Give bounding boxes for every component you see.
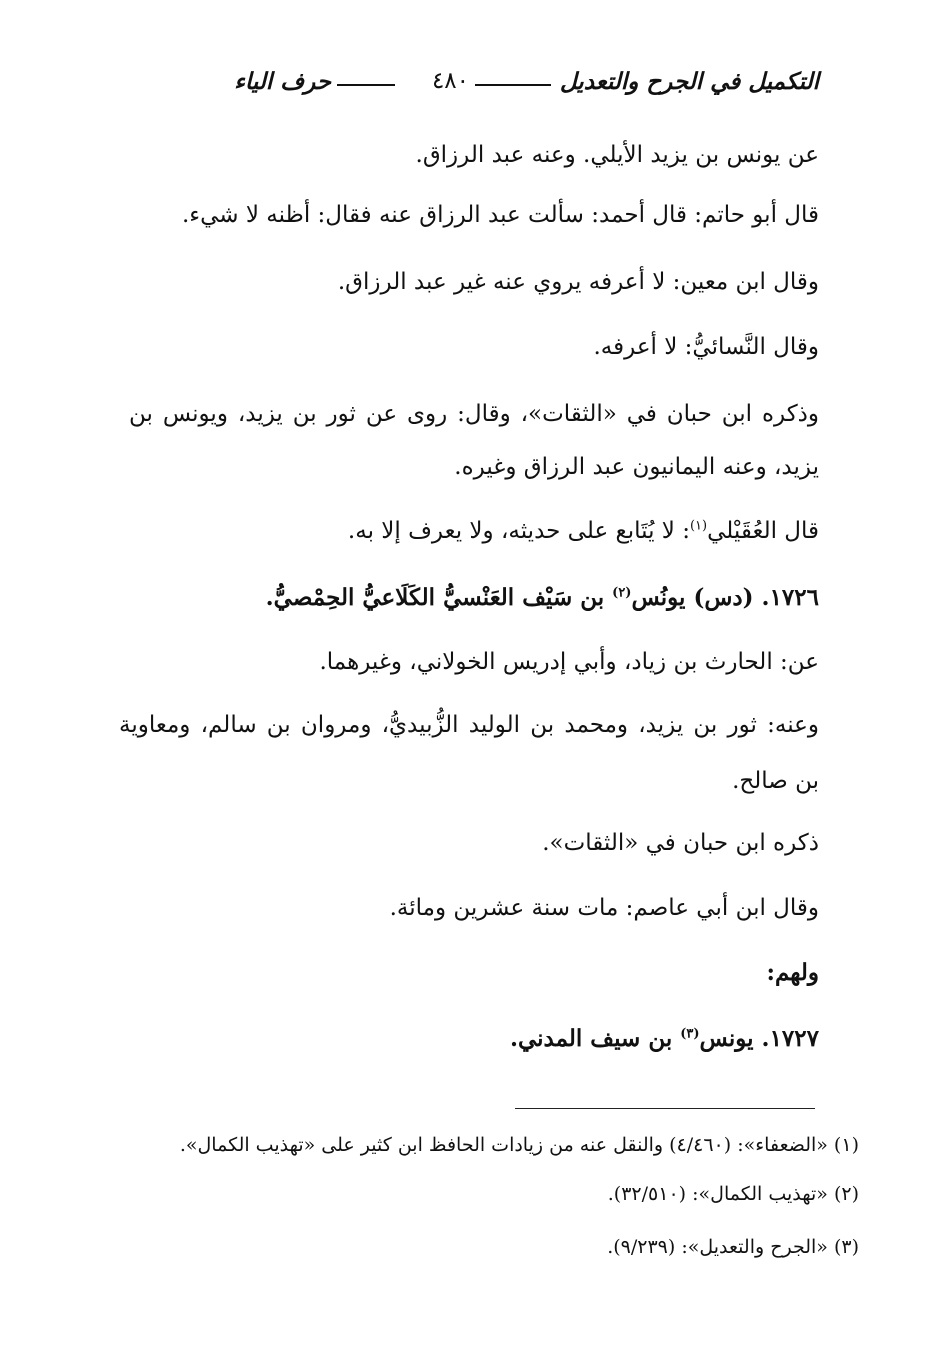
text-line: عن: الحارث بن زياد، وأبي إدريس الخولاني، وغيرهما. <box>319 649 819 675</box>
text-line: بن صالح. <box>732 768 819 794</box>
chapter-letter: حرف الياء <box>234 68 331 95</box>
text-line: قال أبو حاتم: قال أحمد: سألت عبد الرزاق عنه فقال: أظنه لا شيء. <box>181 202 819 228</box>
text-line: وقال النَّسائيُّ: لا أعرفه. <box>593 334 819 360</box>
text-segment: قال العُقَيْلي <box>707 518 819 544</box>
text-line: ذكره ابن حبان في «الثقات». <box>542 830 819 856</box>
footnote-ref: (٢) <box>612 585 632 601</box>
entry-heading <box>510 1024 819 1054</box>
text-line: وذكره ابن حبان في «الثقات»، وقال: روى عن ثور بن يزيد، ويونس بن <box>129 401 819 427</box>
page-number: ٤٨٠ <box>431 68 469 94</box>
entry-number: ١٧٢٦. (دس) يونُس <box>631 584 819 611</box>
footnote-ref: (٣) <box>680 1026 700 1042</box>
footnote-divider <box>515 1108 815 1109</box>
header-dash <box>475 84 551 86</box>
text-line: وعنه: ثور بن يزيد، ومحمد بن الوليد الزُّبيديُّ، ومروان بن سالم، ومعاوية <box>119 712 819 738</box>
footnote: (٢) «تهذيب الكمال»: (٣٢/٥١٠). <box>607 1183 859 1205</box>
header-dash <box>337 84 395 86</box>
entry-name: بن سيف المدني. <box>509 1025 681 1052</box>
text-segment: : لا يُتَابع على حديثه، ولا يعرف إلا به. <box>347 518 690 544</box>
text-line-with-footnote <box>348 516 819 546</box>
footnote-ref: (١) <box>689 518 708 534</box>
footnote: (٣) «الجرح والتعديل»: (٩/٢٣٩). <box>607 1236 859 1258</box>
text-line: يزيد، وعنه اليمانيون عبد الرزاق وغيره. <box>454 454 819 480</box>
text-line: عن يونس بن يزيد الأيلي. وعنه عبد الرزاق. <box>415 142 819 168</box>
text-line: وقال ابن أبي عاصم: مات سنة عشرين ومائة. <box>389 895 819 921</box>
footnote: (١) «الضعفاء»: (٤/٤٦٠) والنقل عنه من زيادات الحافظ ابن كثير على «تهذيب الكمال». <box>179 1134 859 1156</box>
running-header <box>119 64 819 104</box>
text-line: وقال ابن معين: لا أعرفه يروي عنه غير عبد الرزاق. <box>337 269 819 295</box>
entry-heading <box>266 583 819 613</box>
section-heading: ولهم: <box>766 959 819 986</box>
book-title: التكميل في الجرح والتعديل <box>559 68 819 95</box>
entry-name: بن سَيْف العَنْسيُّ الكَلَاعيُّ الحِمْصيُّ. <box>265 584 613 611</box>
entry-number: ١٧٢٧. يونس <box>699 1025 819 1052</box>
